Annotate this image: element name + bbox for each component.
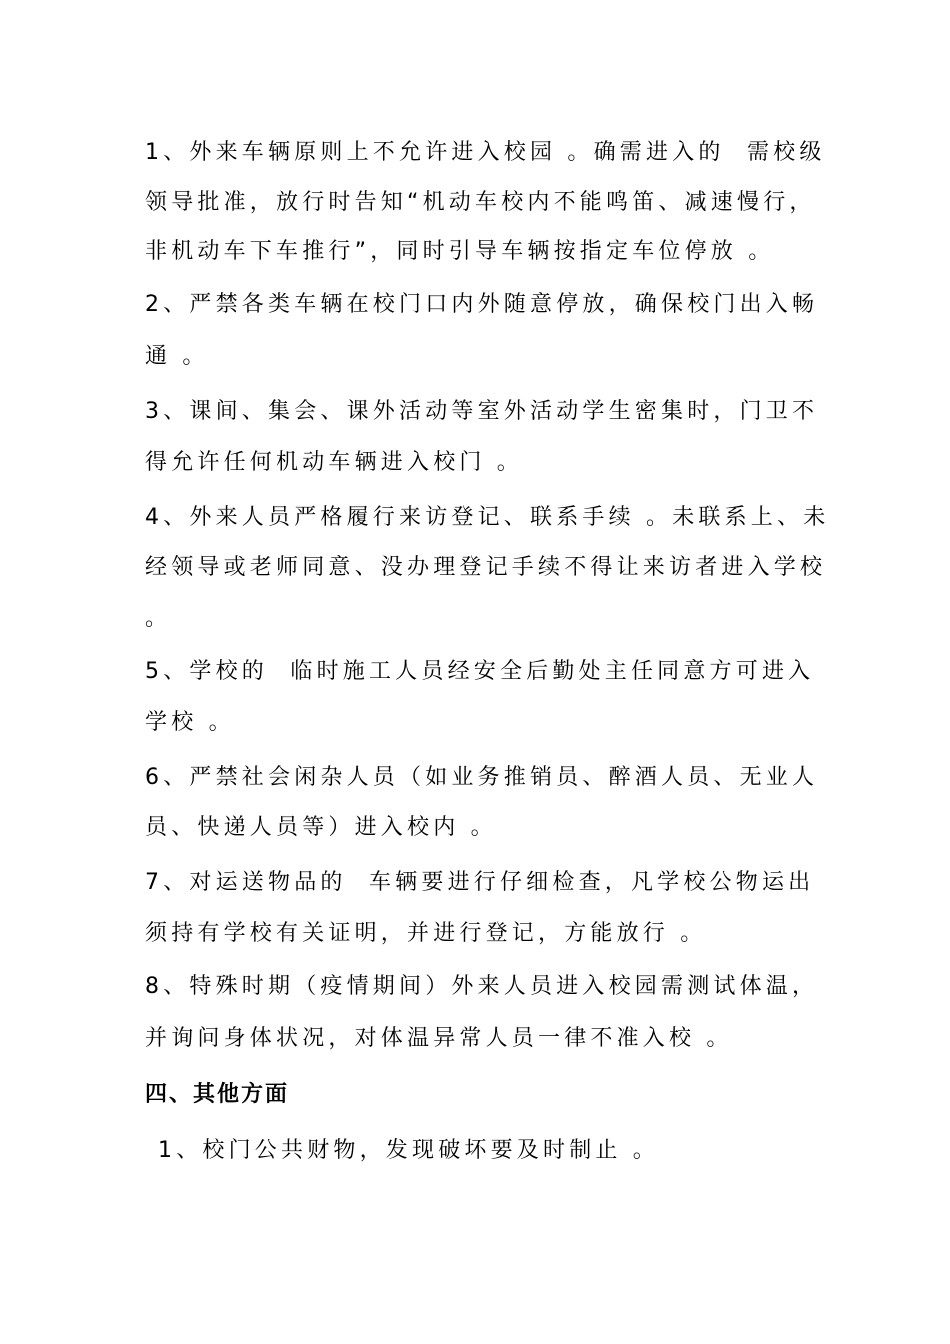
text-line: 6、严禁社会闲杂人员（如业务推销员、醉酒人员、无业人: [145, 765, 819, 790]
text-line: 得允许任何机动车辆进入校门 。: [145, 450, 523, 475]
text-line: 7、对运送物品的 车辆要进行仔细检查，凡学校公物运出: [145, 870, 815, 895]
text-line: 并询问身体状况，对体温异常人员一律不准入校 。: [145, 1026, 733, 1051]
text-line: 5、学校的 临时施工人员经安全后勤处主任同意方可进入: [145, 659, 815, 684]
text-line: 3、课间、集会、课外活动等室外活动学生密集时，门卫不: [145, 399, 819, 424]
text-line: 8、特殊时期（疫情期间）外来人员进入校园需测试体温，: [145, 974, 819, 999]
text-line: 1、外来车辆原则上不允许进入校园 。确需进入的 需校级: [145, 140, 826, 165]
text-line: 非机动车下车推行”，同时引导车辆按指定车位停放 。: [145, 239, 775, 264]
text-line: 经领导或老师同意、没办理登记手续不得让来访者进入学校: [145, 555, 827, 580]
text-line: 通 。: [145, 344, 209, 369]
text-line: 须持有学校有关证明，并进行登记，方能放行 。: [145, 921, 707, 946]
text-line: 领导批准，放行时告知“机动车校内不能鸣笛、减速慢行，: [145, 190, 816, 215]
text-line: 1、校门公共财物，发现破坏要及时制止 。: [158, 1138, 659, 1163]
text-line: 员、快递人员等）进入校内 。: [145, 815, 497, 840]
text-line: 学校 。: [145, 710, 235, 735]
section-heading: 四、其他方面: [145, 1082, 290, 1107]
text-line: 。: [145, 606, 172, 631]
text-line: 2、严禁各类车辆在校门口内外随意停放，确保校门出入畅: [145, 292, 819, 317]
text-line: 4、外来人员严格履行来访登记、联系手续 。未联系上、未: [145, 505, 830, 530]
